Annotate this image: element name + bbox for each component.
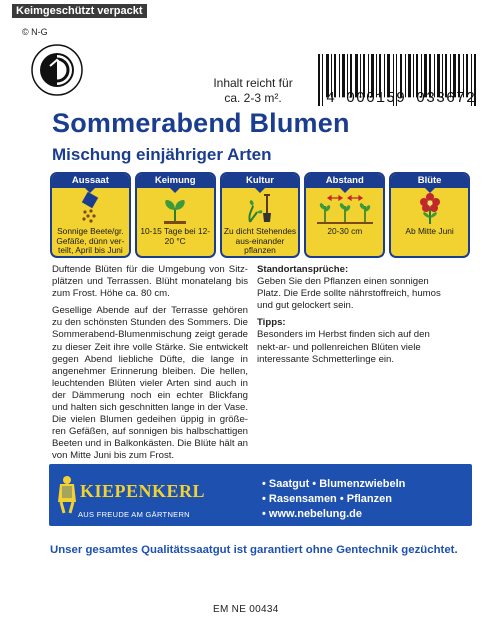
brand-tagline: AUS FREUDE AM GÄRTNERN	[78, 510, 190, 519]
content-coverage	[198, 76, 308, 106]
card-germination-text: 10-15 Tage bei 12-20 °C	[140, 226, 211, 246]
card-sowing	[50, 172, 131, 258]
barcode-number: 4 000159 033672	[325, 90, 477, 107]
card-bloom-head: Blüte	[391, 174, 468, 188]
kiepenkerl-figure-icon	[56, 474, 78, 514]
gmo-free-guarantee: Unser gesamtes Qualitätssaatgut ist garantiert ohne Gentechnik gezüchtet.	[50, 544, 458, 556]
card-bloom-text: Ab Mitte Juni	[405, 226, 454, 236]
spade-plant-icon	[222, 191, 299, 227]
content-coverage-line1: Inhalt reicht für	[213, 76, 293, 90]
card-spacing	[304, 172, 385, 258]
spacing-icon	[306, 191, 383, 227]
card-culture-head: Kultur	[222, 174, 299, 188]
tips-heading: Tipps:	[257, 317, 286, 329]
content-coverage-line2: ca. 2-3 m².	[224, 91, 282, 105]
cultivation-cards	[50, 172, 470, 258]
brand-website-link[interactable]: • www.nebelung.de	[262, 508, 363, 520]
seed-protection-label: Keimgeschützt verpackt	[12, 4, 147, 18]
brand-list-item: • Saatgut • Blumenzwiebeln	[262, 478, 406, 490]
card-culture-text: Zu dicht Stehendes aus-einander pflanzen	[223, 226, 297, 256]
brand-name: KIEPENKERL	[80, 481, 206, 501]
location-text: Geben Sie den Pflanzen einen sonnigen Platz. Die Erde sollte nährstoffreich, humos und gut gelockert sein.	[257, 276, 441, 312]
card-bloom	[389, 172, 470, 258]
brand-list-item: • Rasensamen • Pflanzen	[262, 493, 392, 505]
description-body: Gesellige Abende auf der Terrasse gehören zu den schönsten Stunden des Sommers. Die Sommerabend-Blumenmischung zeigt gerade zu dieser Zeit ihre volle Stärke. Sie entwickelt gegen Abend liebliche Düfte, die lange in angenehmer Erinnerung bleiben. Die hellen, leuchtenden Blüten vieler Arten sind auch in der Dämmerung noch ein echter Blickfang und halten sich geschnitten lange in der Vase. Die vielen Blumen gedeihen üppig in größe-ren Gefäßen, auf sonnigen bis halbschattigen Beeten und in Balkonkästen. Die Blüte hält an von Mitte Juni bis zum Frost.	[52, 305, 248, 462]
product-title: Sommerabend Blumen	[52, 108, 350, 138]
card-germination-head: Keimung	[137, 174, 214, 188]
card-spacing-text: 20-30 cm	[327, 226, 363, 236]
card-sowing-text: Sonnige Beete/gr. Gefäße, dünn ver-teilt, April bis Juni	[56, 226, 125, 256]
brand-product-list	[262, 477, 405, 522]
tips-text: Besonders im Herbst finden sich auf den nekt-ar- und pollenreichen Blüten viele interessante Schmetterlinge ein.	[257, 329, 430, 365]
description-intro: Duftende Blüten für die Umgebung von Sitz-plätzen und Terrassen. Blüht monatelang bis zum Frost. Höhe ca. 80 cm.	[52, 264, 248, 300]
flower-icon	[391, 191, 468, 227]
copyright-note: © N-G	[22, 27, 48, 37]
growing-info-column	[257, 264, 453, 371]
location-heading: Standortansprüche:	[257, 264, 349, 275]
seed-sowing-icon	[52, 191, 129, 227]
green-dot-icon	[31, 44, 83, 96]
card-germination	[135, 172, 216, 258]
card-sowing-head: Aussaat	[52, 174, 129, 188]
sprout-icon	[137, 191, 214, 227]
product-subtitle: Mischung einjähriger Arten	[52, 145, 272, 164]
card-spacing-head: Abstand	[306, 174, 383, 188]
product-code: EM NE 00434	[213, 604, 279, 615]
card-culture	[220, 172, 301, 258]
description-column	[52, 264, 248, 468]
